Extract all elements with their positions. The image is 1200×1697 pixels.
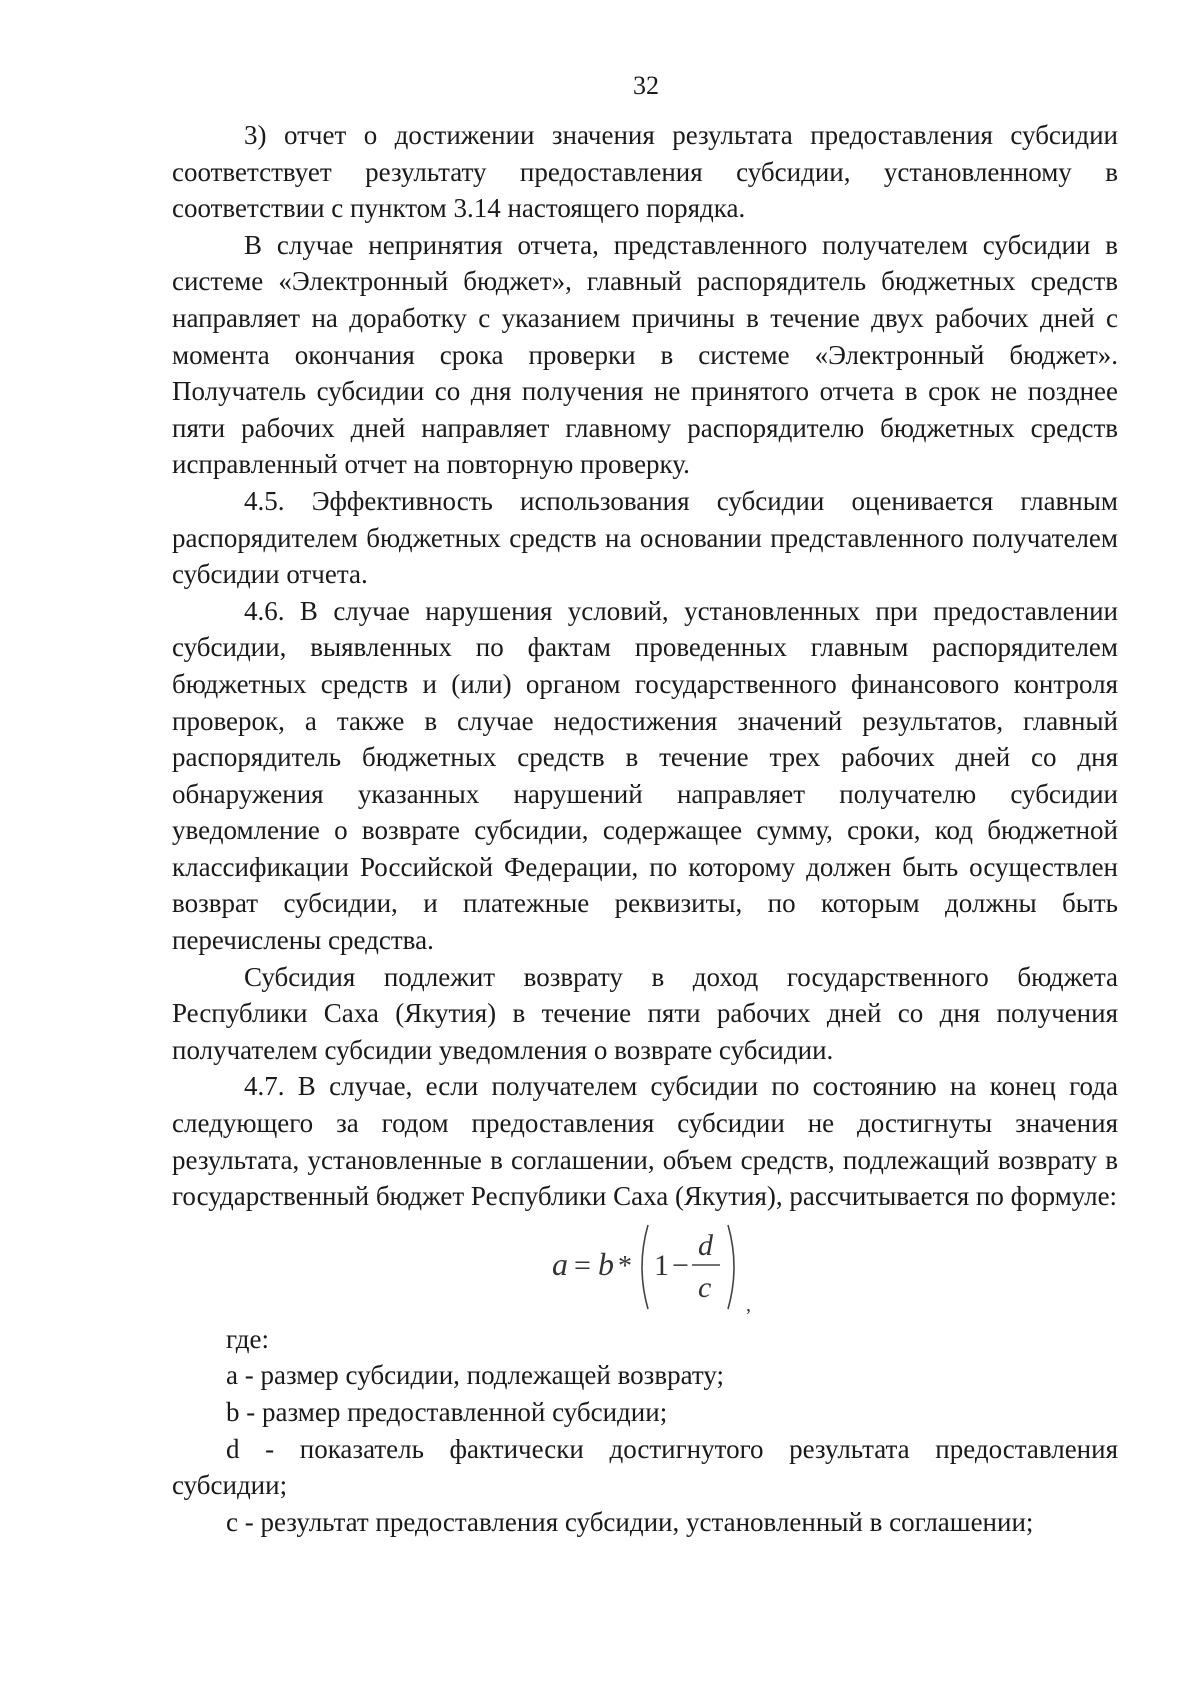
formula-times: * [618, 1250, 632, 1282]
right-paren [728, 1225, 734, 1309]
formula-lhs: a [552, 1245, 568, 1282]
formula-row [172, 1215, 1118, 1319]
paragraph-4-5: 4.5. Эффективность использования субсидии оценивается главным распорядителем бюджетных средств на основании представленного получателем субсидии отчета. [172, 485, 1118, 590]
formula-denominator: c [698, 1270, 712, 1304]
formula-one: 1 [654, 1248, 669, 1282]
paragraph-report-rejection: В случае непринятия отчета, представленного получателем субсидии в системе «Электронный бюджет», главный распорядитель бюджетных средств направляет на доработку с указанием причины в течение двух рабочих дней с момента окончания срока проверки в системе «Электронный бюджет». Получатель субсидии со дня получения не принятого отчета в срок не позднее пяти рабочих дней направляет главному распорядителю бюджетных средств исправленный отчет на повторную проверку. [172, 229, 1118, 480]
formula-numerator: d [698, 1228, 713, 1262]
formula-svg [552, 1215, 772, 1319]
left-paren [642, 1225, 648, 1309]
formula-equals: = [574, 1248, 591, 1282]
formula-minus: − [672, 1248, 689, 1282]
definition-a: a - размер субсидии, подлежащей возврату; [226, 1360, 724, 1391]
return-formula [552, 1215, 772, 1319]
definition-d: d - показатель фактически достигнутого результата предоставления субсидии; [172, 1433, 1118, 1501]
paragraph-4-7: 4.7. В случае, если получателем субсидии по состоянию на конец года следующего за годом предоставления субсидии не достигнуты значения результата, установленные в соглашении, объем средств, подлежащий возврату в государственный бюджет Республики Саха (Якутия), рассчитывается по формуле: [172, 1071, 1118, 1212]
document-body [172, 117, 1118, 1540]
formula-b: b [598, 1245, 614, 1282]
paragraph-report-compliance: 3) отчет о достижении значения результата предоставления субсидии соответствует результату предоставления субсидии, установленному в соответствии с пунктом 3.14 настоящего порядка. [172, 120, 1118, 224]
paragraph-subsidy-return: Субсидия подлежит возврату в доход государственного бюджета Республики Саха (Якутия) в течение пяти рабочих дней со дня получения получателем субсидии уведомления о возврате субсидии. [172, 961, 1118, 1065]
definition-where: где: [226, 1323, 269, 1354]
definition-c: c - результат предоставления субсидии, установленный в соглашении; [226, 1506, 1034, 1537]
definition-b: b - размер предоставленной субсидии; [226, 1397, 668, 1427]
formula-trailing-comma: , [746, 1293, 751, 1316]
page-number: 32 [633, 71, 659, 100]
paragraph-4-6: 4.6. В случае нарушения условий, установленных при предоставлении субсидии, выявленных по фактам проведенных главным распорядителем бюджетных средств и (или) органом государственного финансового контроля проверок, а также в случае недостижения значений результатов, главный распорядитель бюджетных средств в течение трех рабочих дней со дня обнаружения указанных нарушений направляет получателю субсидии уведомление о возврате субсидии, содержащее сумму, сроки, код бюджетной классификации Российской Федерации, по которому должен быть осуществлен возврат субсидии, и платежные реквизиты, по которым должны быть перечислены средства. [172, 595, 1118, 956]
